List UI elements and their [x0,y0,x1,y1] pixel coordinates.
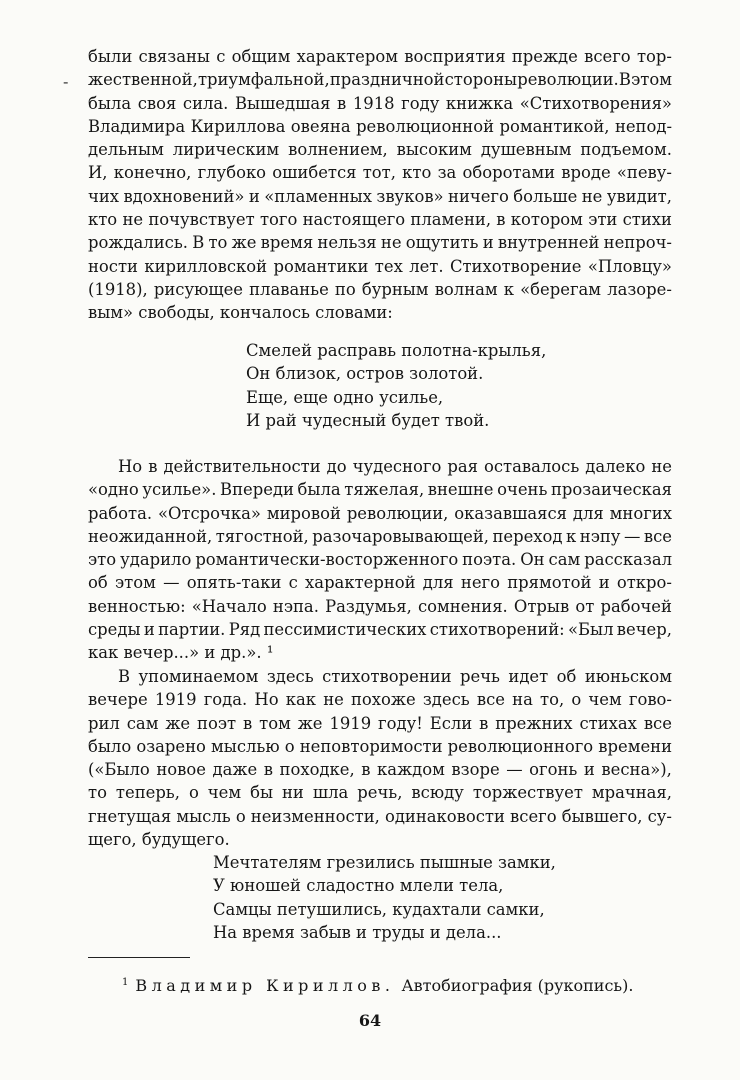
text-line: об этом — опять-таки с характерной для него прямотой и откро- [88,573,672,593]
footnote-marker: 1 [122,977,129,988]
text-line: вечере 1919 года. Но как не похоже здесь все на то, о чем гово- [88,690,672,710]
text-line: работа. «Отсрочка» мировой революции, оказавшаяся для многих [88,503,672,523]
verse-line: У юношей сладостно млели тела, [213,876,504,896]
verse-quote-1 [246,339,546,432]
paragraph-2 [88,455,672,665]
verse-line: На время забыв и труды и дела... [213,922,502,942]
text-line: рил сам же поэт в том же 1919 году! Если в прежних стихах все [88,713,672,733]
text-line: были связаны с общим характером восприятия прежде всего тор- [88,47,672,66]
verse-quote-2 [213,851,556,944]
text-line: щего, будущего. [88,830,230,850]
text-line: ности кирилловской романтики тех лет. Стихотворение «Пловцу» [88,256,672,276]
footnote-text: Автобиография (рукопись). [401,976,634,995]
footnote-author: Владимир Кириллов. [135,976,395,995]
text-line: кто не почувствует того настоящего пламени, в котором эти стихи [88,210,672,230]
verse-line: И рай чудесный будет твой. [246,410,490,430]
text-line: среды и партии. Ряд пессимистических стихотворений: «Был вечер, [88,620,672,640]
verse-line: Он близок, остров золотой. [246,364,484,384]
text-line: (1918), рисующее плаванье по бурным волнам к «берегам лазоре- [88,279,672,299]
text-line: было озарено мыслью о неповторимости революционного времени [88,736,672,756]
text-line: («Было новое даже в походке, в каждом взоре — огонь и весна»), [88,760,672,780]
page-number: 64 [358,1011,382,1030]
footnote [122,972,633,997]
text-line: неожиданной, тягостной, разочаровывающей, переход к нэпу — все [88,526,672,546]
text-line: жественной, триумфальной, праздничной стороны революции. В этом [88,70,672,90]
text-line: гнетущая мысль о неизменности, одинаковости всего бывшего, су- [88,806,672,826]
footnote-rule [88,957,190,958]
verse-line: Еще, еще одно усилье, [246,387,444,407]
paragraph-1 [88,45,672,325]
text-line: рождались. В то же время нельзя не ощутить и внутренней непроч- [88,233,672,253]
text-line: как вечер...» и др.». ¹ [88,643,274,663]
text-line: Владимира Кириллова овеяна революционной романтикой, непод- [88,116,672,136]
text-line: чих вдохновений» и «пламенных звуков» ничего больше не увидит, [88,186,672,206]
text-line: дельным лирическим волнением, высоким душевным подъемом. [88,140,672,160]
text-line: вым» свободы, кончалось словами: [88,303,393,323]
text-line: была своя сила. Вышедшая в 1918 году книжка «Стихотворения» [88,93,672,113]
verse-line: Смелей расправь полотна-крылья, [246,341,547,360]
text-line: венностью: «Начало нэпа. Раздумья, сомнения. Отрыв от рабочей [88,596,672,616]
text-line: «одно усилье». Впереди была тяжелая, внешне очень прозаическая [88,480,672,500]
verse-line: Самцы петушились, кудахтали самки, [213,899,545,919]
text-line: И, конечно, глубоко ошибется тот, кто за оборотами вроде «певу- [88,163,672,183]
text-line: В упоминаемом здесь стихотворении речь идет об июньском [118,667,672,686]
verse-line: Мечтателям грезились пышные замки, [213,853,556,872]
text-line: то теперь, о чем бы ни шла речь, всюду торжествует мрачная, [88,783,672,803]
text-line: Но в действительности до чудесного рая оставалось далеко не [118,457,672,476]
margin-mark: - [63,72,69,91]
text-line: это ударило романтически-восторженного поэта. Он сам рассказал [88,550,672,570]
paragraph-3 [88,665,672,851]
